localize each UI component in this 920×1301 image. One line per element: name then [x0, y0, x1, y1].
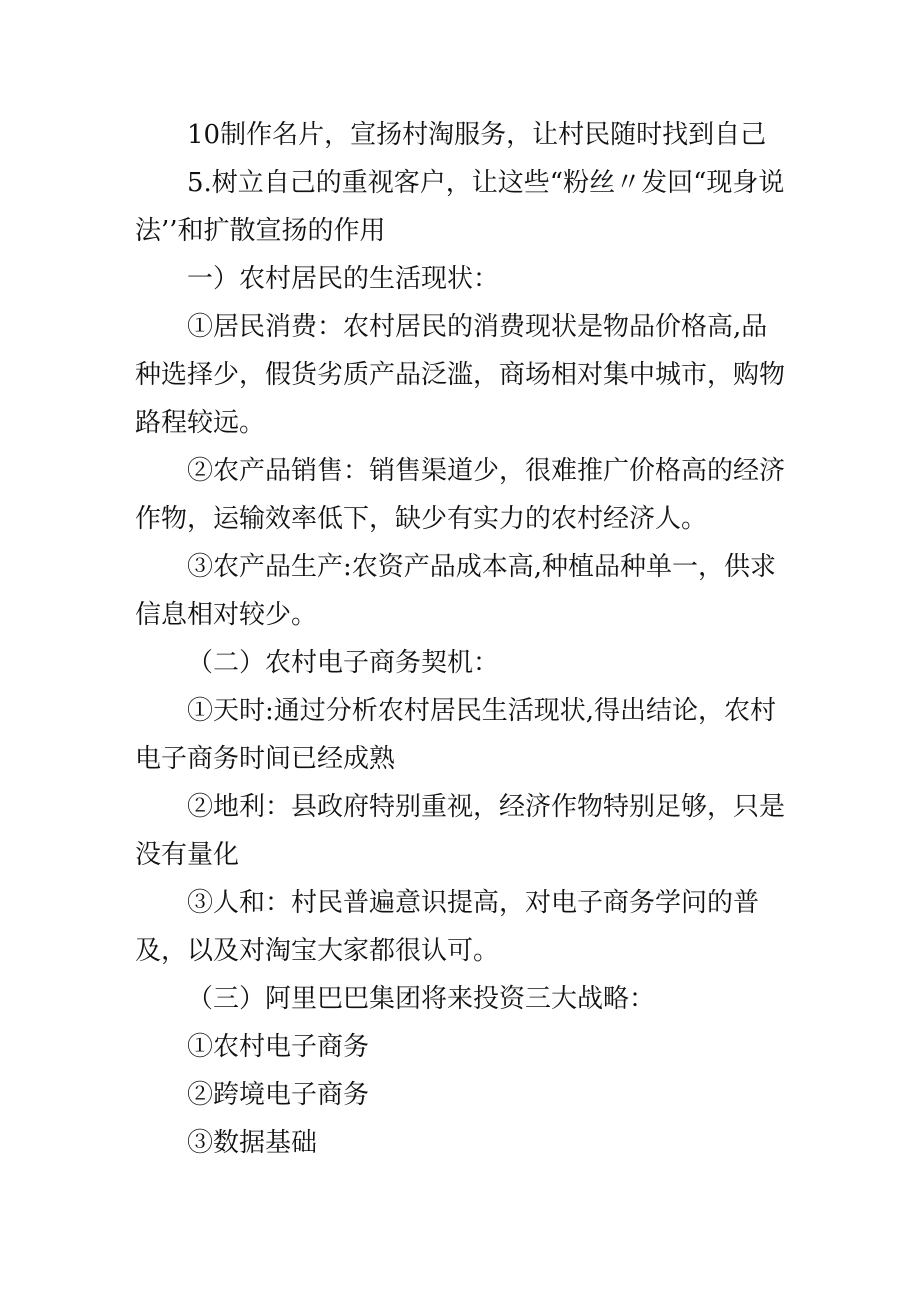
list-item-rural-ecommerce: ①农村电子商务: [187, 1032, 370, 1062]
paragraph-timing: ①天时:通过分析农村居民生活现状,得出结论，农村电子商务时间已经成熟: [135, 696, 777, 774]
paragraph-location: ②地利：县政府特别重视，经济作物特别足够，只是没有量化: [135, 792, 786, 870]
paragraph-1: 10制作名片，宣扬村淘服务，让村民随时找到自己: [187, 120, 767, 150]
document-body: [135, 111, 785, 1167]
paragraph-people: ③人和：村民普遍意识提高，对电子商务学问的普及，以及对淘宝大家都很认可。: [135, 888, 760, 966]
paragraph-production: ③农产品生产:农资产品成本高,种植品种单一，供求信息相对较少。: [135, 552, 777, 630]
section-heading-3: （三）阿里巴巴集团将来投资三大战略：: [187, 984, 656, 1014]
section-heading-1: 一）农村居民的生活现状：: [187, 264, 500, 294]
paragraph-sales: ②农产品销售：销售渠道少，很难推广价格高的经济作物，运输效率低下，缺少有实力的农村经济人。: [135, 456, 786, 534]
paragraph-2: 5.树立自己的重视客户，让这些“粉丝〃发回“现身说法’’和扩散宣扬的作用: [135, 168, 785, 246]
paragraph-consumption: ①居民消费：农村居民的消费现状是物品价格高,品种选择少，假货劣质产品泛滥，商场相对集中城市，购物路程较远。: [135, 312, 786, 438]
list-item-cross-border-ecommerce: ②跨境电子商务: [187, 1080, 370, 1110]
list-item-data-foundation: ③数据基础: [187, 1128, 318, 1158]
section-heading-2: （二）农村电子商务契机：: [187, 648, 500, 678]
